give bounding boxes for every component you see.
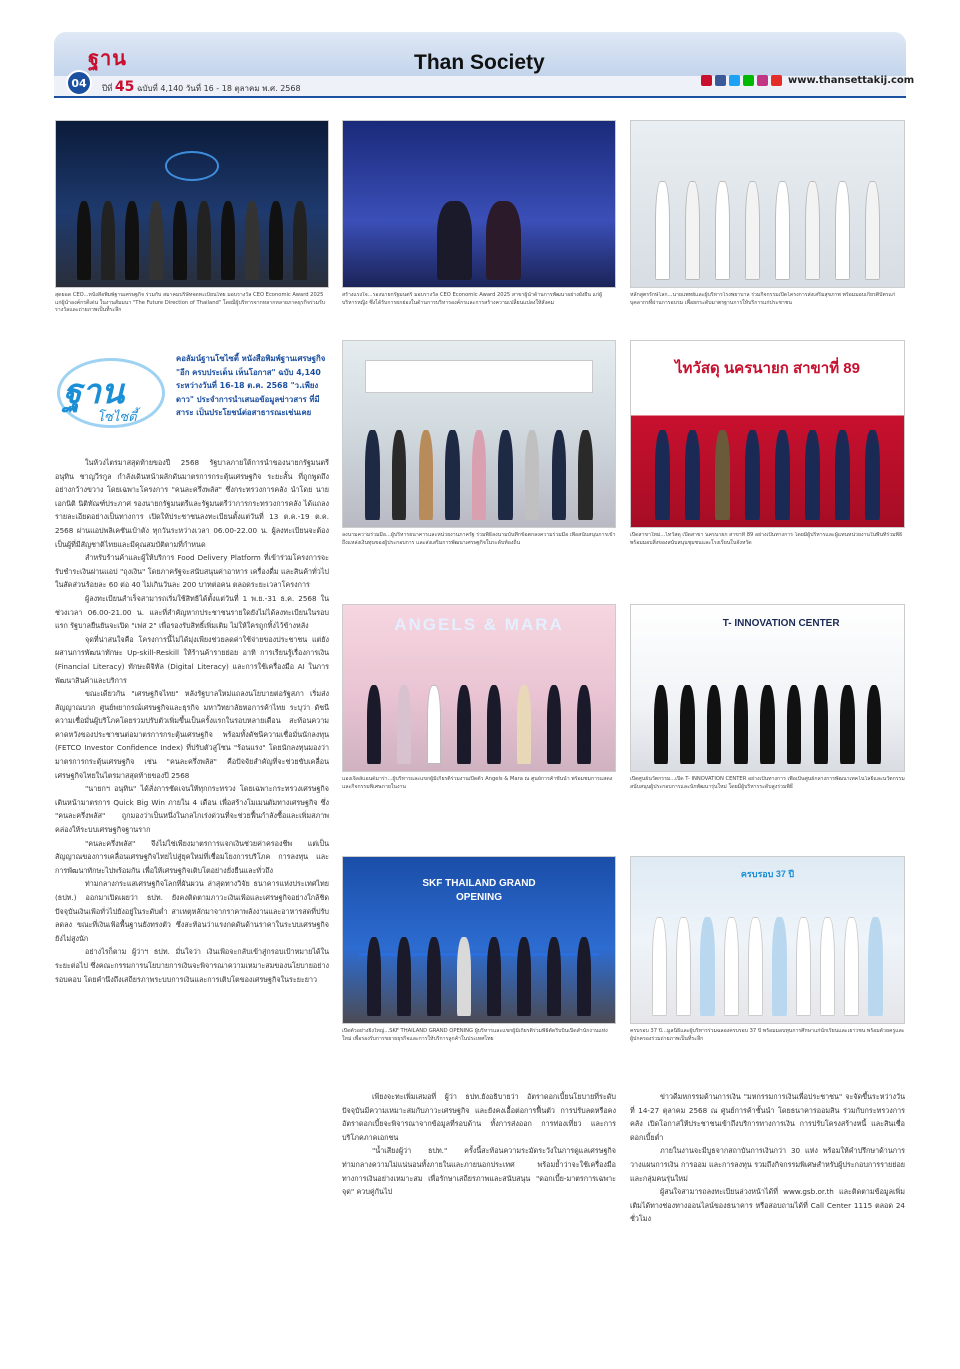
innovation-banner: T- INNOVATION CENTER [722,618,840,630]
article-paragraph: สำหรับร้านค้าและผู้ให้บริการ Food Delivery Platform ที่เข้าร่วมโครงการจะรับชำระเงินผ่านแอป "ถุงเงิน" โดยภาครัฐจะสนับสนุนค่าอาหาร เครื่องดื่ม และสินค้าทั่วไป ในสัดส่วนร้อยละ 60 ต่อ 40 ไม่เกินวันละ 200 บาทต่อคน ตลอดระยะเวลาโครงการ [55,553,329,590]
article-middle-column [342,1090,616,1340]
photo-innovation-center [630,604,905,772]
article-paragraph: "คนละครึ่งพลัส" จึงไม่ใช่เพียงมาตรการแจกเงินช่วยค่าครองชีพ แต่เป็นสัญญาณของการเคลื่อนเศรษฐกิจไทยไปสู่ยุคใหม่ที่เชื่อมโยงการบริโภค การลงทุน และการพัฒนาทักษะไปพร้อมกัน เพื่อให้เศรษฐกิจเติบโตอย่างยั่งยืนและทั่วถึง [55,838,329,875]
article-paragraph: "น้ำเสียงผู้ว่า ธปท." ครั้งนี้สะท้อนความระมัดระวังในการดูแลเศรษฐกิจ ท่ามกลางความไม่แน่นอนทั้งภายในและภายนอกประเทศ พร้อมย้ำว่าจะใช้เครื่องมือทางการเงินอย่างเหมาะสม เพื่อรักษาเสถียรภาพและสนับสนุน "ดอกเบี้ย-มาตรการเฉพาะจุด" ควบคู่กันไป [342,1146,616,1197]
caption-9: ครบรอบ 37 ปี...มูลนิธิและผู้บริหารร่วมฉลองครบรอบ 37 ปี พร้อมมอบทุนการศึกษาแก่นักเรียนและเยาวชน พร้อมด้วยครูและผู้ปกครองร่วมถ่ายภาพเป็นที่ระลึก [630,1028,905,1042]
website-link[interactable]: www.thansettakij.com [788,75,915,86]
caption-1: สุดยอด CEO...หนังสือพิมพ์ฐานเศรษฐกิจ ร่วมกับ สมาคมบริษัทจดทะเบียนไทย มอบรางวัล CEO Economic Award 2025 แก่ผู้นำองค์กรดีเด่น ในงานสัมมนา "The Future Direction of Thailand" โดยมีผู้บริหารจากหลากหลายภาคธุรกิจร่วมรับรางวัลและถ่ายภาพเป็นที่ระลึก [55,292,326,313]
twitter-icon[interactable] [729,75,740,86]
article-paragraph: ในห้วงไตรมาสสุดท้ายของปี 2568 รัฐบาลภายใต้การนำของนายกรัฐมนตรี อนุทิน ชาญวีรกูล กำลังเดินหน้าผลักดันมาตรการกระตุ้นเศรษฐกิจ ระยะสั้น ที่ถูกพูดถึงอย่างกว้างขวาง โดยเฉพาะโครงการ "คนละครึ่งพลัส" ซึ่งกระทรวงการคลัง นำโดย นายเอกนิติ นิติทัณฑ์ประภาศ รองนายกรัฐมนตรีและรัฐมนตรีว่าการกระทรวงการคลัง ได้แถลงรายละเอียดอย่างเป็นทางการ เปิดให้ประชาชนลงทะเบียนตั้งแต่วันที่ 13 ต.ค.-19 ต.ค. 2568 ผ่านแอปพลิเคชันเป๋าตัง ทุกวันระหว่างเวลา 06.00-22.00 น. ผู้ลงทะเบียนจะต้องเป็นผู้ที่มีสัญชาติไทยและมีคุณสมบัติตามที่กำหนด [55,458,329,549]
photo-mou-signing [342,340,616,528]
photo-skf-opening [342,856,616,1024]
line-icon[interactable] [743,75,754,86]
article-paragraph: ขณะเดียวกัน "เศรษฐกิจไทย" หลังรัฐบาลใหม่แถลงนโยบายต่อรัฐสภา เริ่มส่งสัญญาณบวก ศูนย์พยากรณ์เศรษฐกิจและธุรกิจ มหาวิทยาลัยหอการค้าไทย ระบุว่า ดัชนีความเชื่อมั่นผู้บริโภคโดยรวมปรับตัวเพิ่มขึ้นเป็นครั้งแรกในรอบหลายเดือน สะท้อนความคาดหวังของประชาชนต่อมาตรการกระตุ้นเศรษฐกิจ พร้อมทั้งดัชนีความเชื่อมั่นนักลงทุน (FETCO Investor Confidence Index) ที่ปรับตัวสู่โซน "ร้อนแรง" โดยนักลงทุนมองว่ามาตรการกระตุ้นเศรษฐกิจ เช่น "คนละครึ่งพลัส" คือปัจจัยสำคัญที่จะช่วยขับเคลื่อนเศรษฐกิจไทยในไตรมาสสุดท้ายของปี 2568 [55,689,329,780]
youtube-icon[interactable] [771,75,782,86]
issue-info [102,79,301,95]
caption-2: สร้างแรงใจ...รองนายกรัฐมนตรี มอบรางวัล CEO Economic Award 2025 สาขาผู้นำด้านการพัฒนาอย่างยั่งยืน แก่ผู้บริหารหญิง ซึ่งได้รับการยกย่องในด้านการบริหารองค์กรและการสร้างความเปลี่ยนแปลงให้สังคม [342,292,603,306]
issue-prefix: ปีที่ [102,84,113,93]
column-intro: คอลัมน์ฐานโซไซตี้ หนังสือพิมพ์ฐานเศรษฐกิจ "อีก ครบประเด็น เห็นโอกาส" ฉบับ 4,140 ระหว่างวันที่ 16-18 ต.ค. 2568 "ว.เพียงดาว" ประจำการนำเสนอข้อมูลข่าวสาร ที่มีสาระ เป็นประโยชน์ต่อสาธารณะเช่นเคย [176,354,326,417]
column-logo [55,346,170,446]
photo-award-handover [342,120,616,288]
photo-angels-mara [342,604,616,772]
article-paragraph: ผู้ลงทะเบียนสำเร็จสามารถเริ่มใช้สิทธิได้ตั้งแต่วันที่ 1 พ.ย.-31 ธ.ค. 2568 ในช่วงเวลา 06.00-21.00 น. และที่สำคัญหากประชาชนรายใดยังไม่ได้ลงทะเบียนในรอบแรก รัฐบาลยืนยันจะเปิด "เฟส 2" เพื่อรองรับสิทธิ์เพิ่มเติม ไม่ให้ใครถูกทิ้งไว้ข้างหลัง [55,593,329,631]
page-header [54,32,915,98]
caption-8: เปิดตัวอย่างยิ่งใหญ่...SKF THAILAND GRAND OPENING ผู้บริหารและแขกผู้มีเกียรติร่วมพิธีตัดริบบิ้นเปิดสำนักงานแห่งใหม่ เพื่อรองรับการขยายธุรกิจและการให้บริการลูกค้าในประเทศไทย [342,1028,608,1042]
caption-5: เปิดสาขาใหม่...ไทวัสดุ เปิดสาขา นครนายก สาขาที่ 89 อย่างเป็นทางการ โดยมีผู้บริหารและผู้แทนหน่วยงานในพื้นที่ร่วมพิธี พร้อมมอบสิ่งของสนับสนุนชุมชนและโรงเรียนในจังหวัด [630,532,903,546]
caption-3: หลักสูตรรักษ์โลก...นายแพทย์และผู้บริหารโรงพยาบาล ร่วมกิจกรรมเปิดโครงการส่งเสริมสุขภาพ พร้อมมอบเกียรติบัตรแก่บุคลากรที่ผ่านการอบรม เพื่อยกระดับมาตรฐานการให้บริการแก่ประชาชน [630,292,896,306]
photo-hospital-group [630,120,905,288]
article-paragraph: เพียงจะทะเพิ่มเสมอที่ ผู้ว่า ธปท.ยังอธิบายว่า อัตราดอกเบี้ยนโยบายที่ระดับปัจจุบันมีความเหมาะสมกับภาวะเศรษฐกิจ และยังคงเอื้อต่อการฟื้นตัว การปรับลดหรือคงอัตราดอกเบี้ยจะพิจารณาจากข้อมูลที่รอบด้าน ทั้งการส่งออก การท่องเที่ยว และการบริโภคภาคเอกชน [342,1092,616,1142]
newspaper-logo: ฐาน [88,46,127,70]
issue-rest: ฉบับที่ 4,140 วันที่ 16 - 18 ตุลาคม พ.ศ. 2568 [136,84,301,93]
article-paragraph: อย่างไรก็ตาม ผู้ว่าฯ ธปท. มั่นใจว่า เงินเฟ้อจะกลับเข้าสู่กรอบเป้าหมายได้ในระยะต่อไป ซึ่งคณะกรรมการนโยบายการเงินจะพิจารณาความเหมาะสมของนโยบายอย่างรอบคอบ โดยคำนึงถึงเสถียรภาพระบบการเงินและการเติบโตของเศรษฐกิจในระยะยาว [55,947,329,984]
event-banner: ANGELS & MARA [394,614,564,634]
store-banner: ไทวัสดุ นครนายก สาขาที่ 89 [675,359,860,377]
article-paragraph: ผู้สนใจสามารถลงทะเบียนล่วงหน้าได้ที่ www.gsb.or.th และติดตามข้อมูลเพิ่มเติมได้ทางช่องทางออนไลน์ของธนาคาร หรือสอบถามได้ที่ Call Center 1115 ตลอด 24 ชั่วโมง [630,1187,905,1224]
article-right-column [630,1090,905,1340]
article-paragraph: ภายในงานจะมีบูธจากสถาบันการเงินกว่า 30 แห่ง พร้อมให้คำปรึกษาด้านการวางแผนการเงิน การออม และการลงทุน รวมถึงกิจกรรมพิเศษสำหรับผู้ประกอบการรายย่อยและกลุ่มคนรุ่นใหม่ [630,1146,905,1183]
photo-store-opening [630,340,905,528]
photo-anniversary-group [630,856,905,1024]
article-paragraph: ท่ามกลางกระแสเศรษฐกิจโลกที่ผันผวน ล่าสุดทางวิจัย ธนาคารแห่งประเทศไทย (ธปท.) ออกมาเปิดเผยว่า ธปท. ยังคงติดตามภาวะเงินเฟ้อและเศรษฐกิจอย่างใกล้ชิด ปัจจุบันเงินเฟ้อทั่วไปยังอยู่ในระดับต่ำ สาเหตุหลักมาจากราคาพลังงานและอาหารสดที่ปรับลดลง ขณะที่เงินเฟ้อพื้นฐานยังทรงตัว ซึ่งสะท้อนว่าแรงกดดันด้านราคาในระบบเศรษฐกิจยังไม่สูงนัก [55,879,329,943]
column-logo-word: ฐาน [63,372,125,412]
email-icon[interactable] [701,75,712,86]
photo-ceo-award-group [55,120,329,288]
issue-year: 45 [114,79,135,95]
column-logo-sub: โซไซตี้ [97,410,137,425]
article-paragraph: จุดที่น่าสนใจคือ โครงการนี้ไม่ได้มุ่งเพียงช่วยลดค่าใช้จ่ายของประชาชน แต่ยังผสานการพัฒนาทักษะ Up-skill-Reskill ให้ร้านค้ารายย่อย อาทิ การเรียนรู้เรื่องการเงิน (Financial Literacy) ทักษะดิจิทัล (Digital Literacy) และการใช้เครื่องมือ AI ในการพัฒนาสินค้าและบริการ [55,634,329,685]
social-icons [701,75,782,86]
caption-7: เปิดศูนย์นวัตกรรม...เปิด T- INNOVATION CENTER อย่างเป็นทางการ เพื่อเป็นศูนย์กลางการพัฒนาเทคโนโลยีและนวัตกรรม สนับสนุนผู้ประกอบการและนักพัฒนารุ่นใหม่ โดยมีผู้บริหารระดับสูงร่วมพิธี [630,776,905,790]
article-paragraph: "นายกฯ อนุทิน" ได้สั่งการชัดเจนให้ทุกกระทรวง โดยเฉพาะกระทรวงเศรษฐกิจ เดินหน้ามาตรการ Quick Big Win ภายใน 4 เดือน เพื่อสร้างโมเมนตัมทางเศรษฐกิจ ซึ่ง "คนละครึ่งพลัส" ถูกมองว่าเป็นหนึ่งในกลไกเร่งด่วนที่จะช่วยฟื้นกำลังซื้อและเพิ่มสภาพคล่องให้ระบบเศรษฐกิจฐานราก [55,784,329,835]
article-left-column [55,456,329,1336]
caption-6: แองเจิ้ลส์แอนด์มาร่า...ผู้บริหารและแขกผู้มีเกียรติร่วมงานเปิดตัว Angels & Mara ณ ศูนย์การค้าชั้นนำ พร้อมชมการแสดงและกิจกรรมพิเศษภายในงาน [342,776,613,790]
skf-banner: SKF THAILAND GRAND OPENING [422,877,536,903]
page-number: 04 [66,70,92,96]
article-paragraph: ข่าวดีมหกรรมด้านการเงิน "มหกรรมการเงินเพื่อประชาชน" จะจัดขึ้นระหว่างวันที่ 14-27 ตุลาคม 2568 ณ ศูนย์การค้าชั้นนำ โดยธนาคารออมสิน ร่วมกับกระทรวงการคลัง เปิดโอกาสให้ประชาชนเข้าถึงบริการทางการเงิน การปรับโครงสร้างหนี้ และสินเชื่อดอกเบี้ยต่ำ [630,1092,905,1142]
instagram-icon[interactable] [757,75,768,86]
section-title: Than Society [414,51,545,74]
anniversary-banner: ครบรอบ 37 ปี [740,868,795,879]
facebook-icon[interactable] [715,75,726,86]
caption-4: ลงนามความร่วมมือ...ผู้บริหารธนาคารและหน่วยงานภาครัฐ ร่วมพิธีลงนามบันทึกข้อตกลงความร่วมมือ เพื่อสนับสนุนการเข้าถึงแหล่งเงินทุนของผู้ประกอบการ และส่งเสริมการพัฒนาเศรษฐกิจในระดับท้องถิ่น [342,532,616,546]
